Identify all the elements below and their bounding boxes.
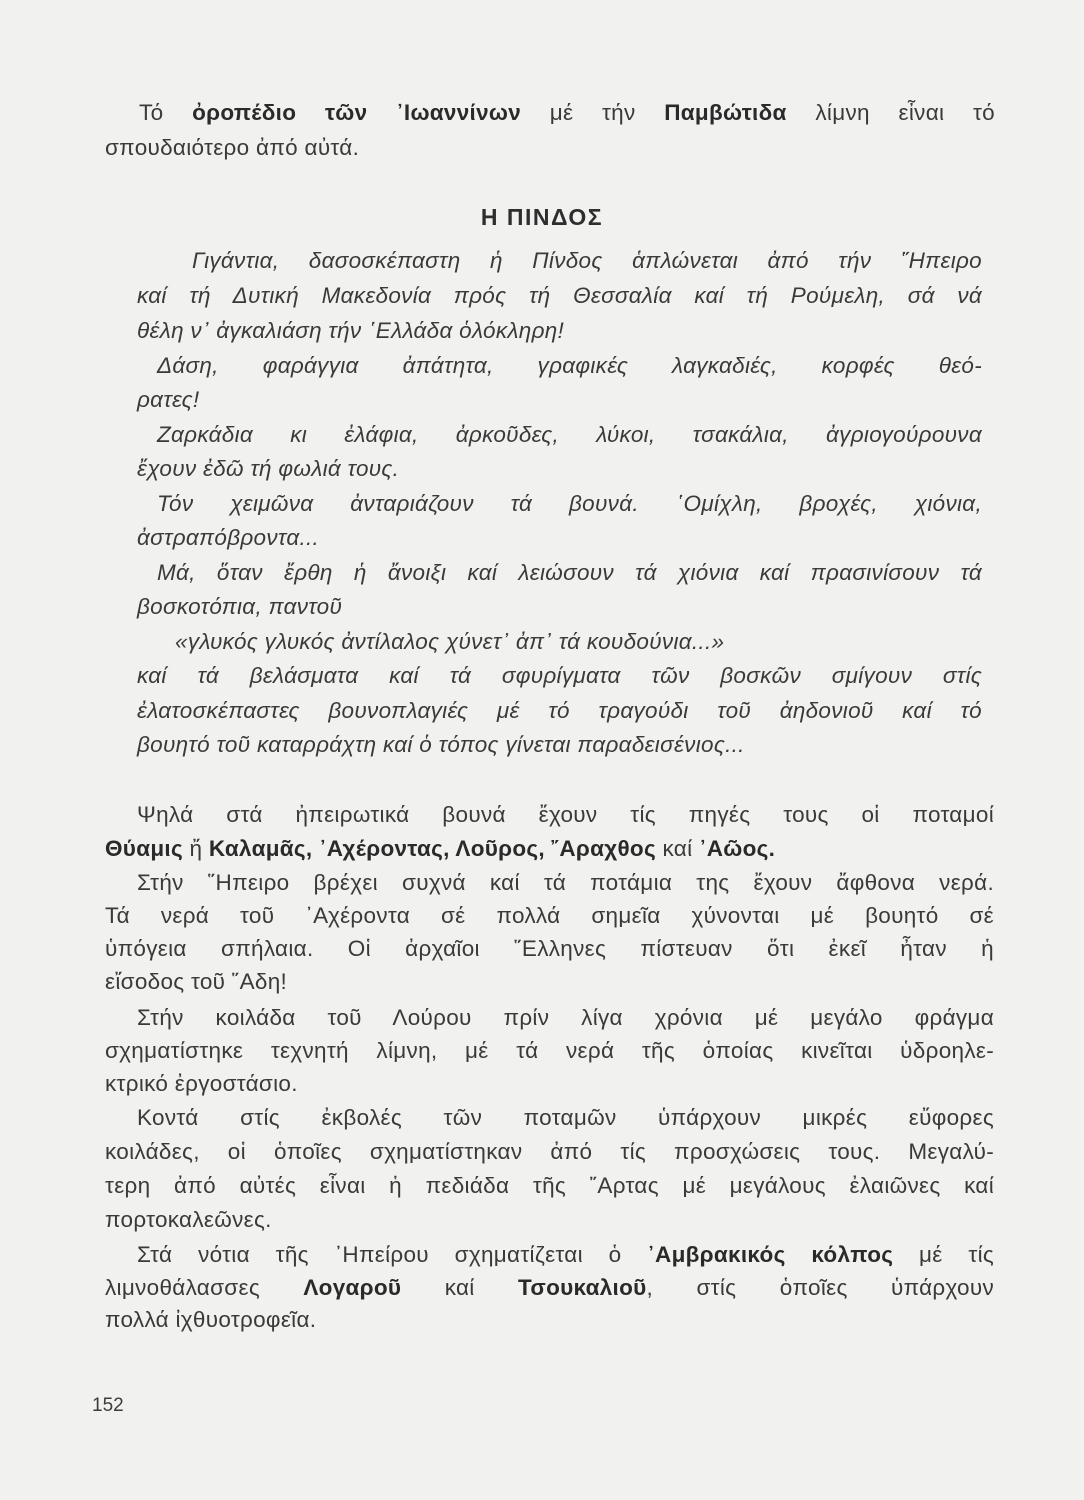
poem-line: καί τά βελάσματα καί τά σφυρίγματα τῶν βοσκῶν σμίγουν στίς (137, 663, 982, 688)
body-line: κτρικό ἐργοστάσιο. (105, 1071, 298, 1096)
body-line: εἴσοδος τοῦ ῞Αδη! (105, 969, 288, 994)
poem-line: θέλη ν᾿ ἀγκαλιάση τήν ῾Ελλάδα ὁλόκληρη! (137, 318, 565, 343)
poem-line: καί τή Δυτική Μακεδονία πρός τή Θεσσαλία καί τή Ρούμελη, σά νά (137, 283, 982, 308)
gulf-line-1: Στά νότια τῆς ᾿Ηπείρου σχηματίζεται ὁ ᾿Αμβρακικός κόλπος μέ τίς (137, 1242, 995, 1267)
intro-line-1: Τό ὀροπέδιο τῶν ᾿Ιωαννίνων μέ τήν Παμβώτιδα λίμνη εἶναι τό (139, 100, 996, 125)
body-line: τερη ἀπό αὐτές εἶναι ἡ πεδιάδα τῆς ῎Αρτας μέ μεγάλους ἐλαιῶνες καί (105, 1173, 994, 1198)
poem-line: ἐλατοσκέπαστες βουνοπλαγιές μέ τό τραγούδι τοῦ ἀηδονιοῦ καί τό (137, 698, 982, 723)
gulf-line-3: πολλά ἰχθυοτροφεῖα. (105, 1307, 317, 1332)
poem-line: ἀστραπόβροντα... (137, 525, 320, 550)
poem-line: ρατες! (137, 387, 200, 412)
body-line: Τά νερά τοῦ ᾿Αχέροντα σέ πολλά σημεῖα χύνονται μέ βουητό σέ (105, 903, 994, 928)
poem-line: βοσκοτόπια, παντοῦ (137, 594, 343, 619)
body-line: Στήν κοιλάδα τοῦ Λούρου πρίν λίγα χρόνια μέ μεγάλο φράγμα (137, 1005, 994, 1030)
poem-line: «γλυκός γλυκός ἀντίλαλος χύνετ᾿ ἀπ᾿ τά κουδούνια...» (175, 629, 725, 654)
intro-line-2: σπουδαιότερο ἀπό αὐτά. (105, 135, 360, 160)
body-line: πορτοκαλεῶνες. (105, 1207, 272, 1232)
section-heading: Η ΠΙΝΔΟΣ (480, 204, 604, 230)
rivers-line-1: Ψηλά στά ἠπειρωτικά βουνά ἔχουν τίς πηγές τους οἱ ποταμοί (137, 802, 994, 827)
poem-line: Γιγάντια, δασοσκέπαστη ἡ Πίνδος ἁπλώνεται ἀπό τήν ῞Ηπειρο (192, 248, 982, 273)
body-line: σχηματίστηκε τεχνητή λίμνη, μέ τά νερά τῆς ὁποίας κινεῖται ὑδροηλε- (105, 1038, 994, 1063)
body-line: ὑπόγεια σπήλαια. Οἱ ἀρχαῖοι ῞Ελληνες πίστευαν ὅτι ἐκεῖ ἦταν ἡ (105, 936, 994, 961)
page-number: 152 (92, 1395, 124, 1416)
body-line: Κοντά στίς ἐκβολές τῶν ποταμῶν ὑπάρχουν μικρές εὔφορες (137, 1105, 994, 1130)
poem-line: Ζαρκάδια κι ἐλάφια, ἀρκοῦδες, λύκοι, τσακάλια, ἀγριογούρουνα (157, 422, 982, 447)
poem-line: Δάση, φαράγγια ἀπάτητα, γραφικές λαγκαδιές, κορφές θεό- (157, 353, 982, 378)
body-line: κοιλάδες, οἱ ὁποῖες σχηματίστηκαν ἀπό τίς προσχώσεις τους. Μεγαλύ- (105, 1139, 994, 1164)
gulf-line-2: λιμνοθάλασσες Λογαροῦ καί Τσουκαλιοῦ, στίς ὁποῖες ὑπάρχουν (105, 1275, 994, 1300)
body-line: Στήν ῞Ηπειρο βρέχει συχνά καί τά ποτάμια της ἔχουν ἄφθονα νερά. (137, 870, 994, 895)
poem-line: βουητό τοῦ καταρράχτη καί ὁ τόπος γίνεται παραδεισένιος... (137, 732, 745, 757)
poem-line: Μά, ὅταν ἔρθη ἡ ἄνοιξι καί λειώσουν τά χιόνια καί πρασινίσουν τά (157, 560, 982, 585)
poem-line: Τόν χειμῶνα ἀνταριάζουν τά βουνά. ῾Ομίχλη, βροχές, χιόνια, (157, 491, 982, 516)
poem-line: ἔχουν ἐδῶ τή φωλιά τους. (137, 456, 400, 481)
rivers-line-2: Θύαμις ἤ Καλαμᾶς, ᾿Αχέροντας, Λοῦρος, ῎Αραχθος καί ᾿Αῶος. (105, 836, 776, 861)
